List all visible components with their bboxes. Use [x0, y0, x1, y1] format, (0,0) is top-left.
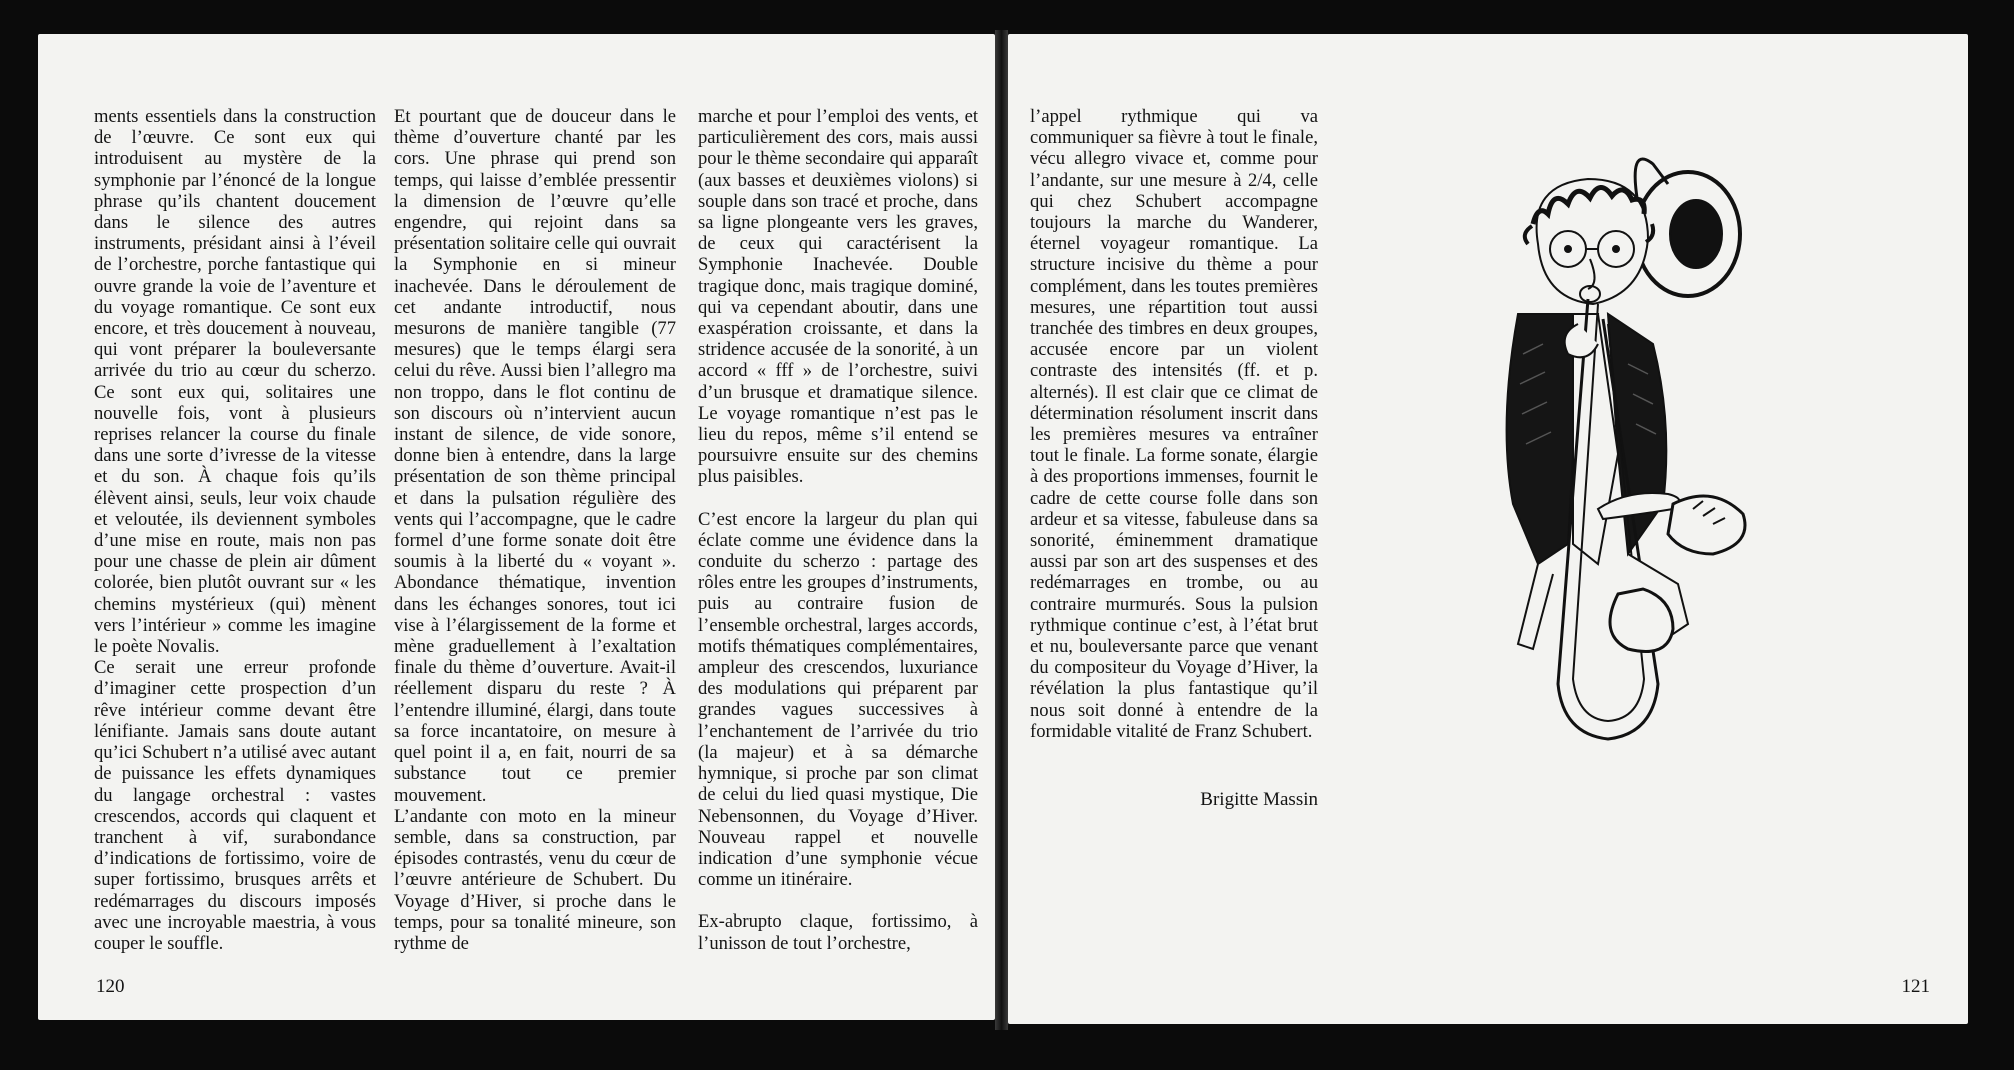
page-number: 121	[1901, 976, 1930, 997]
paragraph: marche et pour l’emploi des vents, et particulièrement des cors, mais aussi pour le thème secondaire qui apparaît (aux basses et deuxièmes violons) si souple dans son tracé et proche, dans sa ligne plongeante vers les graves, de ceux qui caractérisent la Symphonie Inachevée. Double tragique donc, mais tragique dominé, qui va cependant aboutir, dans une exaspération croissante, et dans la stridence accusée de la sonorité, à un accord « fff » de l’orchestre, suivi d’un brusque et dramatique silence. Le voyage romantique n’est pas le lieu du repos, même s’il entend se poursuivre ensuite sur des chemins plus paisibles.	[698, 106, 978, 488]
paragraph: L’andante con moto en la mineur semble, dans sa construction, par épisodes contrastés, venu du cœur de l’œuvre antérieure de Schubert. Du Voyage d’Hiver, si proche dans le temps, pour sa tonalité mineure, son rythme de	[394, 805, 676, 954]
author-signature: Brigitte Massin	[1200, 789, 1318, 810]
right-page	[1008, 34, 1968, 1024]
left-column-1	[94, 106, 376, 954]
paragraph: Et pourtant que de douceur dans le thème d’ouverture chanté par les cors. Une phrase qui prend son temps, qui laisse d’emblée pressentir la dimension de l’œuvre qu’elle engendre, qui rejoint dans sa présentation solitaire celle qui ouvrait la Symphonie en si mineur inachevée. Dans le déroulement de cet andante introductif, nous mesurons de manière tangible (77 mesures) que le temps élargi sera celui du rêve. Aussi bien l’allegro ma non troppo, dans le flot continu de son discours où n’intervient aucun instant de silence, de vide sonore, donne bien à entendre, dans la large présentation de son thème principal et dans la pulsation régulière des vents qui l’accompagne, que le cadre formel d’une forme sonate doit être soumis à la liberté du « voyant ». Abondance thématique, invention dans les échanges sonores, tout ici vise à l’élargissement de la forme et mène graduellement à l’exaltation finale du thème d’ouverture. Avait-il réellement disparu du reste ? À l’entendre illuminé, élargi, dans toute sa force incantatoire, on mesure à quel point il a, en fait, nourri de sa substance tout ce premier mouvement.	[394, 106, 676, 806]
book-gutter	[995, 30, 1008, 1030]
paragraph: ments essentiels dans la construction de l’œuvre. Ce sont eux qui introduisent au mystère de la symphonie par l’énoncé de la longue phrase qu’ils chantent doucement dans le silence des autres instruments, présidant ainsi à l’éveil de l’orchestre, porche fantastique qui ouvre grande la voie de l’aventure et du voyage romantique. Ce sont eux encore, et très doucement à nouveau, qui vont préparer la bouleversante arrivée du trio au cœur du scherzo. Ce sont eux qui, solitaires une nouvelle fois, vont à plusieurs reprises relancer la course du finale dans une sorte d’ivresse de la vitesse et du son. À chaque fois qu’ils élèvent ainsi, seuls, leur voix chaude et veloutée, ils deviennent symboles d’une mise en route, mais non pas pour une chasse de plein air dûment colorée, bien plutôt ouvrant sur « les chemins mystérieux (qui) mènent vers l’intérieur » comme les imagine le poète Novalis.	[94, 106, 376, 658]
paragraph: C’est encore la largeur du plan qui éclate comme une évidence dans la conduite du scherzo : partage des rôles entre les groupes d’instruments, puis au contraire fusion de l’ensemble orchestral, larges accords, motifs thématiques complémentaires, ampleur des crescendos, luxuriance des modulations qui préparent par grandes vagues successives à l’enchantement de l’arrivée du trio (la majeur) et à sa démarche hymnique, si proche par son climat de celui du lied quasi mystique, Die Nebensonnen, du Voyage d’Hiver. Nouveau rappel et nouvelle indication d’une symphonie vécue comme un itinéraire.	[698, 508, 978, 891]
left-column-2	[394, 106, 676, 954]
paragraph: Ce serait une erreur profonde d’imaginer cette prospection d’un rêve intérieur comme devant être lénifiante. Jamais sans doute autant qu’ici Schubert n’a utilisé avec autant de puissance les effets dynamiques du langage orchestral : vastes crescendos, accords qui claquent et tranchent à vif, surabondance d’indications de fortissimo, voire de super fortissimo, brusques arrêts et redémarrages du discours imposés avec une incroyable maestria, à vous couper le souffle.	[94, 657, 376, 954]
left-column-3	[698, 106, 978, 954]
paragraph: l’appel rythmique qui va communiquer sa fièvre à tout le finale, vécu allegro vivace et, comme pour l’andante, sur une mesure à 2/4, celle qui chez Schubert accompagne toujours la marche du Wanderer, éternel voyageur romantique. La structure incisive du thème a pour complément, dans les toutes premières mesures, une répartition tout aussi tranchée des timbres en deux groupes, accusée encore par un violent contraste des intensités (ff. et p. alternés). Il est clair que ce climat de détermination résolument inscrit dans les premières mesures va entraîner tout le finale. La forme sonate, élargie à des proportions immenses, fournit le cadre de cette course folle dans son ardeur et sa vitesse, fabuleuse dans sa sonorité, éminemment dramatique aussi par son art des suspenses et des redémarrages en trombe, ou au contraire murmurés. Sous la pulsion rythmique continue c’est, à l’état brut et nu, bouleversante parce que venant du compositeur du Voyage d’Hiver, la révélation la plus fantastique qu’il nous soit donné à entendre de la formidable vitalité de Franz Schubert.	[1030, 106, 1318, 742]
left-page	[38, 34, 995, 1020]
trombone-player-illustration	[1478, 124, 1778, 824]
page-number: 120	[96, 976, 125, 997]
right-column	[1030, 106, 1318, 742]
paragraph: Ex-abrupto claque, fortissimo, à l’unisson de tout l’orchestre,	[698, 911, 978, 954]
